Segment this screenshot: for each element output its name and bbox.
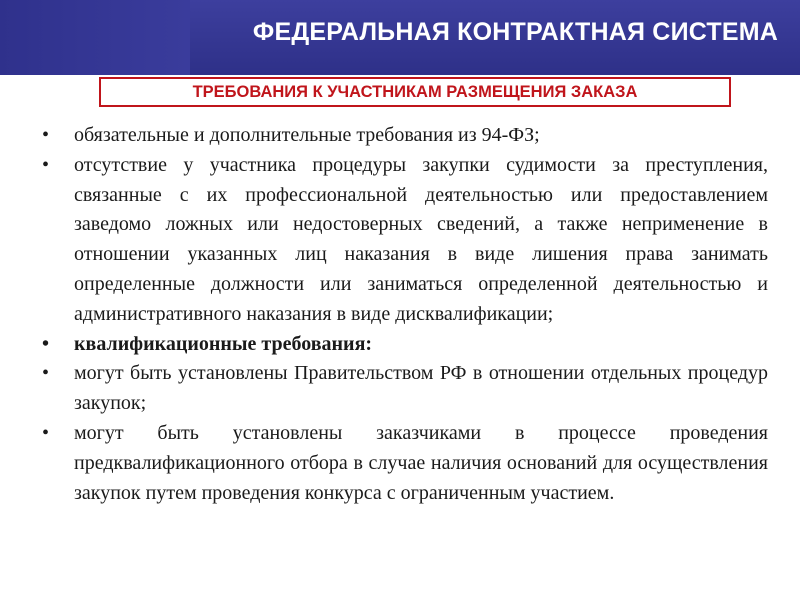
list-item-text: отсутствие у участника процедуры закупки судимости за преступления, связанные с их профессиональной деятельностью или предоставлением заведомо ложных или недостоверных сведений, а также неприменение в отношении указанных лиц наказания в виде лишения права занимать определенные должности или заниматься определенной деятельностью и административного наказания в виде дисквалификации; xyxy=(74,153,768,325)
list-item-text: обязательные и дополнительные требования из 94-ФЗ; xyxy=(74,124,540,146)
page-title: ФЕДЕРАЛЬНАЯ КОНТРАКТНАЯ СИСТЕМА xyxy=(252,18,778,46)
bullet-icon: • xyxy=(42,124,50,146)
subtitle-box xyxy=(99,77,731,107)
bullet-list xyxy=(34,121,768,508)
header-accent xyxy=(0,0,190,75)
bullet-icon: • xyxy=(42,421,50,444)
bullet-icon: • xyxy=(42,332,50,355)
list-item-text: могут быть установлены заказчиками в процессе проведения предквалификационного отбора в случае наличия оснований для осуществления закупок путем проведения конкурса с ограниченным участием. xyxy=(74,421,768,504)
header-bar xyxy=(0,0,800,75)
list-item xyxy=(34,419,768,508)
subtitle: ТРЕБОВАНИЯ К УЧАСТНИКАМ РАЗМЕЩЕНИЯ ЗАКАЗА xyxy=(192,82,638,101)
list-item xyxy=(34,151,768,330)
list-item-text: могут быть установлены Правительством РФ в отношении отдельных процедур закупок; xyxy=(74,362,768,415)
bullet-icon: • xyxy=(42,362,50,385)
list-item xyxy=(34,359,768,419)
list-item xyxy=(34,330,768,360)
bullet-icon: • xyxy=(42,153,50,176)
list-item xyxy=(34,121,768,151)
list-item-text: квалификационные требования: xyxy=(74,332,373,355)
